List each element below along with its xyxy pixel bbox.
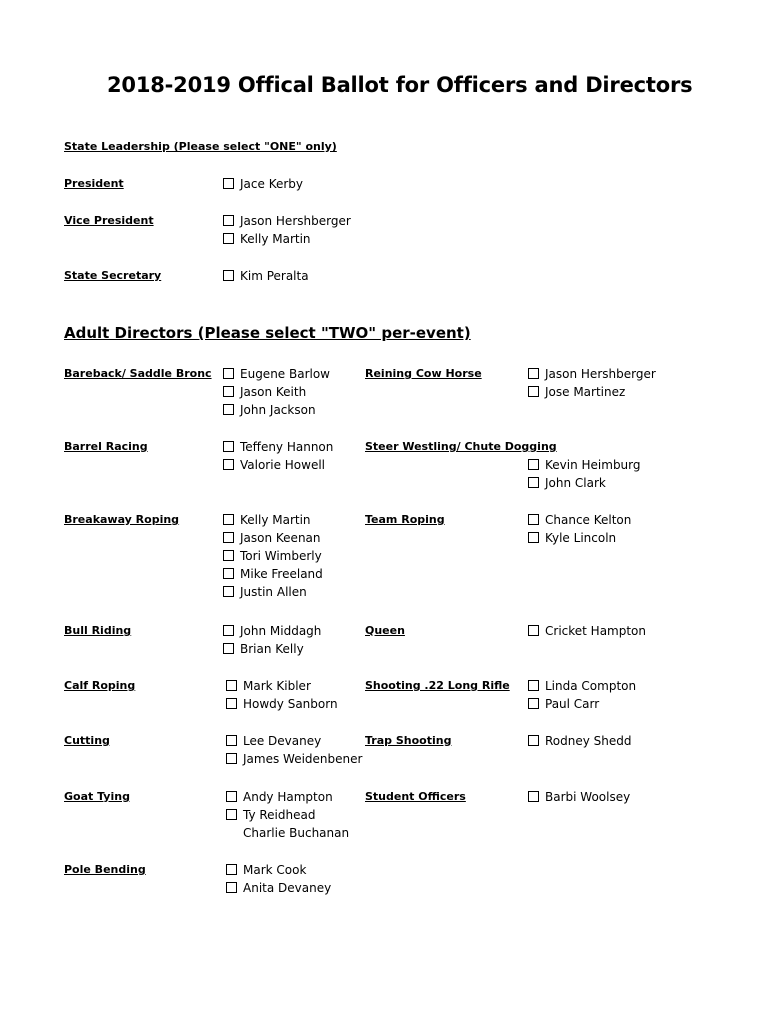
checkbox[interactable] — [528, 477, 539, 488]
steer-label: Steer Westling/ Chute Dogging — [365, 440, 557, 453]
candidate-name: Kim Peralta — [240, 269, 309, 283]
candidate-option[interactable] — [226, 677, 338, 695]
candidate-name: Valorie Howell — [240, 458, 326, 472]
candidate-name: James Weidenbener — [243, 752, 363, 766]
checkbox[interactable] — [226, 864, 237, 875]
checkbox[interactable] — [223, 568, 234, 579]
checkbox[interactable] — [223, 386, 234, 397]
calf-roping-label: Calf Roping — [64, 679, 136, 692]
candidate-option[interactable] — [528, 677, 636, 695]
candidate-name: Howdy Sanborn — [243, 697, 338, 711]
queen-label: Queen — [365, 624, 405, 637]
checkbox[interactable] — [226, 809, 237, 820]
candidate-option[interactable] — [223, 622, 321, 640]
candidate-name: Eugene Barlow — [240, 367, 330, 381]
checkbox[interactable] — [223, 270, 234, 281]
checkbox[interactable] — [528, 680, 539, 691]
steer-candidates — [528, 456, 641, 492]
candidate-name: Paul Carr — [545, 697, 600, 711]
candidate-option[interactable] — [528, 474, 641, 492]
candidate-option[interactable] — [223, 547, 323, 565]
checkbox[interactable] — [226, 753, 237, 764]
bull-riding-candidates — [223, 622, 321, 658]
candidate-name: Jason Keith — [240, 385, 307, 399]
candidate-name: Cricket Hampton — [545, 624, 647, 638]
candidate-name: Jason Hershberger — [545, 367, 656, 381]
bull-riding-label: Bull Riding — [64, 624, 132, 637]
candidate-option[interactable] — [528, 622, 646, 640]
shooting-22-label: Shooting .22 Long Rifle — [365, 679, 510, 692]
team-roping-candidates — [528, 511, 631, 547]
checkbox[interactable] — [528, 625, 539, 636]
checkbox[interactable] — [528, 368, 539, 379]
checkbox[interactable] — [528, 698, 539, 709]
checkbox[interactable] — [223, 550, 234, 561]
candidate-option[interactable] — [528, 365, 656, 383]
candidate-name: Chance Kelton — [545, 513, 632, 527]
candidate-option[interactable] — [223, 529, 323, 547]
team-roping-label: Team Roping — [365, 513, 445, 526]
candidate-option[interactable] — [226, 788, 349, 806]
candidate-name: Anita Devaney — [243, 881, 332, 895]
state-secretary-candidates — [223, 267, 309, 285]
candidate-option[interactable] — [223, 230, 351, 248]
candidate-name: Mark Kibler — [243, 679, 311, 693]
checkbox[interactable] — [226, 791, 237, 802]
checkbox[interactable] — [528, 514, 539, 525]
candidate-option[interactable] — [223, 212, 351, 230]
state-leadership-heading: State Leadership (Please select "ONE" only) — [64, 140, 337, 153]
breakaway-label: Breakaway Roping — [64, 513, 180, 526]
candidate-name: Lee Devaney — [243, 734, 322, 748]
checkbox[interactable] — [226, 735, 237, 746]
candidate-option[interactable] — [226, 695, 338, 713]
candidate-option[interactable] — [528, 695, 636, 713]
candidate-option[interactable] — [528, 732, 632, 750]
checkbox[interactable] — [223, 404, 234, 415]
candidate-option[interactable] — [223, 383, 330, 401]
candidate-option[interactable] — [223, 365, 330, 383]
candidate-name: Charlie Buchanan — [243, 826, 350, 840]
candidate-name: John Middagh — [240, 624, 322, 638]
bareback-label: Bareback/ Saddle Bronc — [64, 367, 212, 380]
candidate-option[interactable] — [226, 806, 349, 824]
checkbox[interactable] — [223, 514, 234, 525]
candidate-option[interactable] — [226, 861, 331, 879]
calf-roping-candidates — [226, 677, 338, 713]
student-officers-label: Student Officers — [365, 790, 466, 803]
candidate-name: Justin Allen — [240, 585, 307, 599]
cutting-label: Cutting — [64, 734, 110, 747]
candidate-name: Jason Hershberger — [240, 214, 351, 228]
candidate-name: Kelly Martin — [240, 232, 311, 246]
candidate-name: Jason Keenan — [240, 531, 321, 545]
checkbox[interactable] — [223, 233, 234, 244]
checkbox[interactable] — [223, 625, 234, 636]
barrel-candidates — [223, 438, 333, 474]
cutting-candidates — [226, 732, 362, 768]
reining-candidates — [528, 365, 656, 401]
trap-shooting-candidates — [528, 732, 632, 750]
candidate-name: Brian Kelly — [240, 642, 304, 656]
candidate-name: Kyle Lincoln — [545, 531, 617, 545]
checkbox[interactable] — [528, 386, 539, 397]
candidate-option[interactable] — [528, 529, 631, 547]
candidate-option[interactable] — [528, 456, 641, 474]
vice-president-candidates — [223, 212, 351, 248]
candidate-option — [226, 824, 349, 842]
adult-directors-heading: Adult Directors (Please select "TWO" per-event) — [64, 324, 471, 342]
breakaway-candidates — [223, 511, 323, 601]
pole-bending-candidates — [226, 861, 331, 897]
candidate-name: Jose Martinez — [545, 385, 626, 399]
checkbox[interactable] — [223, 643, 234, 654]
candidate-name: Jace Kerby — [240, 177, 303, 191]
candidate-name: Mike Freeland — [240, 567, 323, 581]
candidate-option[interactable] — [223, 511, 323, 529]
candidate-option[interactable] — [223, 267, 309, 285]
checkbox[interactable] — [223, 368, 234, 379]
candidate-name: Rodney Shedd — [545, 734, 632, 748]
candidate-option[interactable] — [223, 401, 330, 419]
candidate-option[interactable] — [528, 511, 631, 529]
barrel-label: Barrel Racing — [64, 440, 148, 453]
candidate-name: Andy Hampton — [243, 790, 333, 804]
vice-president-label: Vice President — [64, 214, 154, 227]
checkbox[interactable] — [223, 532, 234, 543]
candidate-option[interactable] — [223, 456, 333, 474]
candidate-option[interactable] — [223, 565, 323, 583]
checkbox[interactable] — [226, 882, 237, 893]
bareback-candidates — [223, 365, 330, 419]
reining-label: Reining Cow Horse — [365, 367, 482, 380]
checkbox[interactable] — [226, 698, 237, 709]
trap-shooting-label: Trap Shooting — [365, 734, 452, 747]
goat-tying-candidates — [226, 788, 349, 842]
candidate-name: Barbi Woolsey — [545, 790, 631, 804]
candidate-name: John Jackson — [240, 403, 316, 417]
checkbox[interactable] — [528, 459, 539, 470]
state-secretary-label: State Secretary — [64, 269, 162, 282]
candidate-option[interactable] — [223, 175, 303, 193]
candidate-name: Teffeny Hannon — [240, 440, 334, 454]
candidate-name: Kevin Heimburg — [545, 458, 641, 472]
checkbox[interactable] — [223, 586, 234, 597]
checkbox[interactable] — [223, 215, 234, 226]
candidate-option[interactable] — [223, 640, 321, 658]
checkbox[interactable] — [226, 680, 237, 691]
candidate-option[interactable] — [226, 732, 362, 750]
goat-tying-label: Goat Tying — [64, 790, 130, 803]
candidate-name: Kelly Martin — [240, 513, 311, 527]
candidate-option[interactable] — [223, 438, 333, 456]
checkbox[interactable] — [223, 441, 234, 452]
candidate-option[interactable] — [528, 383, 656, 401]
checkbox[interactable] — [223, 178, 234, 189]
student-officers-candidates — [528, 788, 630, 806]
candidate-name: Mark Cook — [243, 863, 307, 877]
president-label: President — [64, 177, 124, 190]
candidate-option[interactable] — [226, 750, 362, 768]
candidate-name: Ty Reidhead — [243, 808, 316, 822]
president-candidates — [223, 175, 303, 193]
candidate-option[interactable] — [226, 879, 331, 897]
candidate-name: Tori Wimberly — [240, 549, 322, 563]
ballot-title: 2018-2019 Offical Ballot for Officers and Directors — [107, 73, 693, 97]
candidate-option[interactable] — [528, 788, 630, 806]
shooting-22-candidates — [528, 677, 636, 713]
queen-candidates — [528, 622, 646, 640]
checkbox[interactable] — [223, 459, 234, 470]
checkbox[interactable] — [528, 791, 539, 802]
candidate-name: Linda Compton — [545, 679, 637, 693]
checkbox[interactable] — [528, 532, 539, 543]
checkbox[interactable] — [528, 735, 539, 746]
pole-bending-label: Pole Bending — [64, 863, 146, 876]
candidate-option[interactable] — [223, 583, 323, 601]
candidate-name: John Clark — [545, 476, 606, 490]
